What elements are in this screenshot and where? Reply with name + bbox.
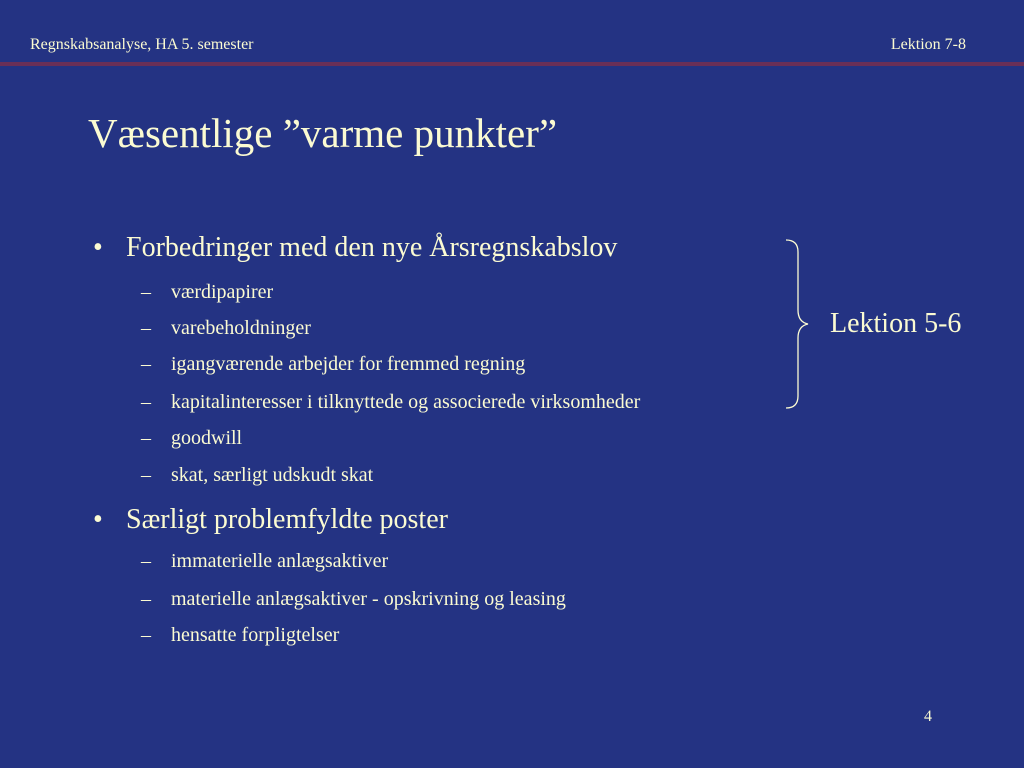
slide-title: Væsentlige ”varme punkter” — [88, 110, 558, 156]
sub-item-text: igangværende arbejder for fremmed regning — [171, 353, 526, 375]
sub-item-1-2 — [141, 316, 311, 340]
dash-marker: – — [141, 353, 151, 375]
sub-item-text: varebeholdninger — [171, 317, 311, 339]
sub-item-1-5 — [141, 426, 243, 450]
sub-item-1-6 — [141, 463, 374, 487]
dash-marker: – — [141, 550, 151, 572]
dash-marker: – — [141, 281, 151, 303]
dash-marker: – — [141, 427, 151, 449]
sub-item-1-1 — [141, 280, 274, 304]
sub-item-1-4 — [141, 390, 641, 414]
sub-item-text: goodwill — [171, 427, 243, 449]
dash-marker: – — [141, 391, 151, 413]
dash-marker: – — [141, 317, 151, 339]
sub-item-text: kapitalinteresser i tilknyttede og associerede virksomheder — [171, 391, 641, 413]
sub-item-text: skat, særligt udskudt skat — [171, 464, 374, 486]
sub-item-text: immaterielle anlægsaktiver — [171, 550, 389, 572]
curly-brace-icon — [780, 238, 816, 410]
sub-item-text: hensatte forpligtelser — [171, 624, 340, 646]
dash-marker: – — [141, 624, 151, 646]
sub-item-text: værdipapirer — [171, 281, 274, 303]
sub-item-text: materielle anlægsaktiver - opskrivning og leasing — [171, 588, 566, 610]
sub-item-2-1 — [141, 549, 389, 573]
header-divider — [0, 62, 1024, 66]
sub-item-2-3 — [141, 623, 340, 647]
bullet-marker: • — [93, 232, 103, 263]
header-course-title: Regnskabsanalyse, HA 5. semester — [30, 36, 254, 53]
sub-item-1-3 — [141, 352, 526, 376]
header-lecture-label: Lektion 7-8 — [890, 36, 966, 53]
bullet-marker: • — [93, 504, 103, 535]
bullet-text: Særligt problemfyldte poster — [126, 504, 448, 535]
bullet-item-1 — [93, 232, 618, 264]
dash-marker: – — [141, 464, 151, 486]
dash-marker: – — [141, 588, 151, 610]
bullet-item-2 — [93, 504, 448, 536]
sub-item-2-2 — [141, 587, 566, 611]
page-number: 4 — [924, 708, 932, 725]
brace-label: Lektion 5-6 — [830, 308, 962, 339]
bullet-text: Forbedringer med den nye Årsregnskabslov — [126, 232, 618, 263]
